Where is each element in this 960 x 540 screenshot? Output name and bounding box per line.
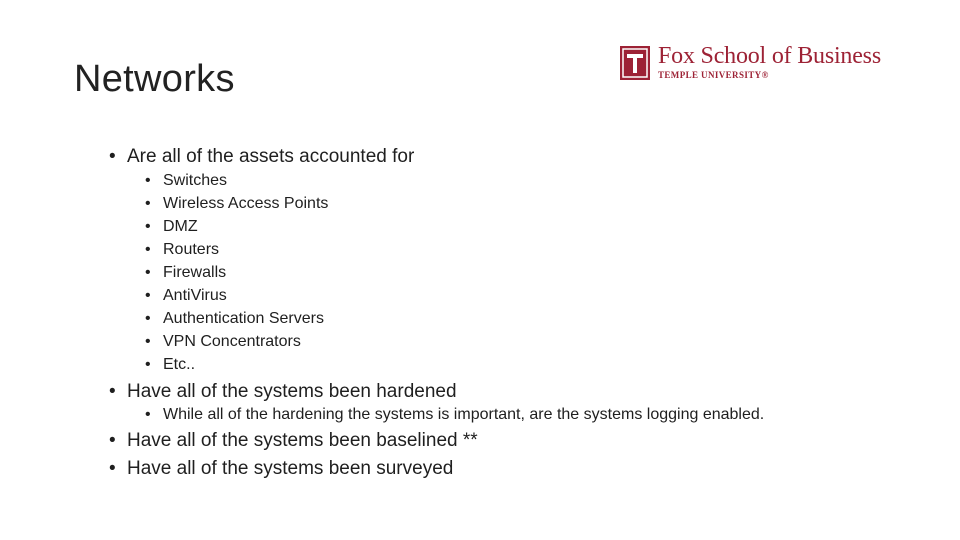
bullet-dot: • <box>145 406 151 423</box>
bullet-dot: • <box>145 195 151 212</box>
logo-subtitle: TEMPLE UNIVERSITY® <box>658 70 769 80</box>
sub-bullet-text: AntiVirus <box>163 287 227 304</box>
sub-bullet-text: Firewalls <box>163 264 227 281</box>
sub-bullet-text: VPN Concentrators <box>163 333 301 350</box>
sub-bullet-text: Wireless Access Points <box>163 195 329 212</box>
bullet-dot: • <box>145 241 151 258</box>
bullet-dot: • <box>145 310 151 327</box>
logo-name: Fox School of Business <box>658 43 881 69</box>
fox-school-logo <box>620 44 882 82</box>
bullet-dot: • <box>145 172 151 189</box>
bullet-text: Have all of the systems been baselined ** <box>127 430 478 451</box>
bullet-dot: • <box>109 146 116 167</box>
sub-bullet-text: DMZ <box>163 218 198 235</box>
bullet-dot: • <box>109 458 116 479</box>
temple-t-icon <box>620 46 650 80</box>
sub-bullet-text: Authentication Servers <box>163 310 324 327</box>
bullet-text: Have all of the systems been surveyed <box>127 458 454 479</box>
bullet-dot: • <box>145 264 151 281</box>
bullet-text: Are all of the assets accounted for <box>127 146 415 167</box>
sub-bullet-text: Routers <box>163 241 220 258</box>
bullet-dot: • <box>145 287 151 304</box>
bullet-dot: • <box>145 333 151 350</box>
sub-bullet-text: Switches <box>163 172 228 189</box>
slide-title: Networks <box>74 58 235 100</box>
sub-bullet-text: Etc.. <box>163 356 196 373</box>
bullet-dot: • <box>145 356 151 373</box>
bullet-dot: • <box>109 381 116 402</box>
bullet-dot: • <box>109 430 116 451</box>
bullet-dot: • <box>145 218 151 235</box>
bullet-text: Have all of the systems been hardened <box>127 381 457 402</box>
sub-bullet-text: While all of the hardening the systems is important, are the systems logging enabled. <box>163 406 765 423</box>
